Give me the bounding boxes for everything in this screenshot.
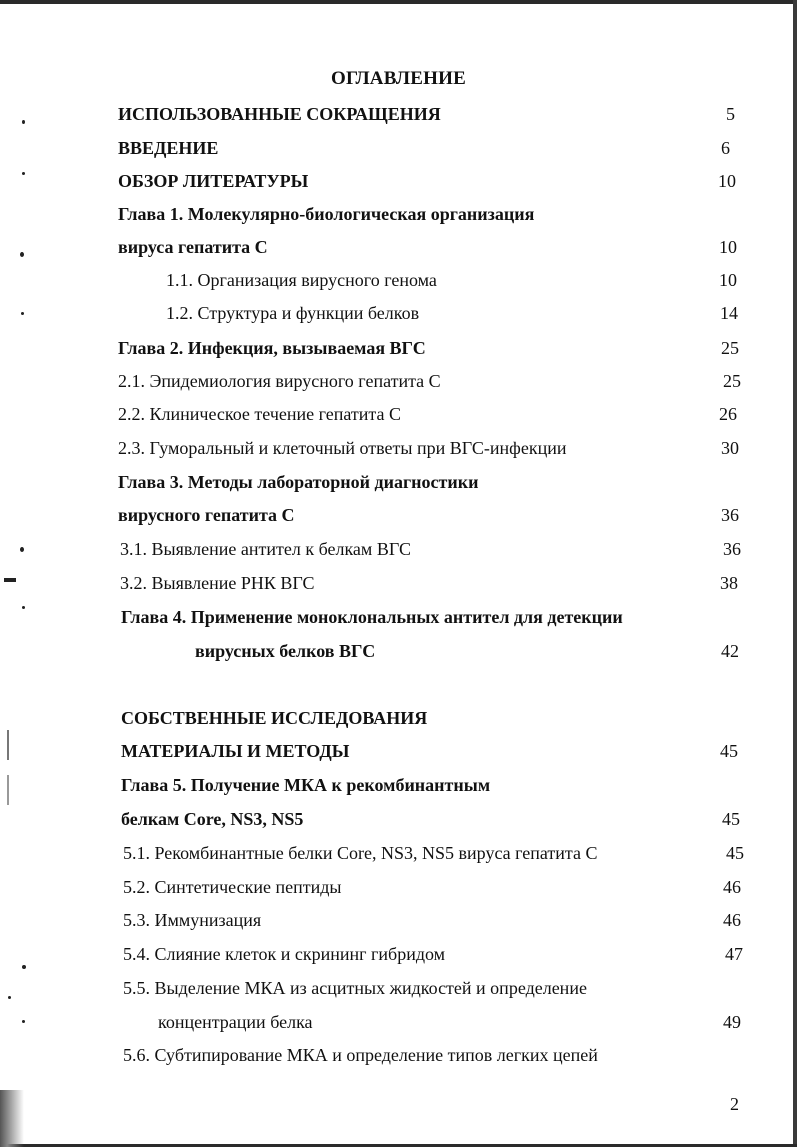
toc-entry-page: 10 — [718, 171, 736, 191]
toc-entry-text: ИСПОЛЬЗОВАННЫЕ СОКРАЩЕНИЯ — [118, 104, 441, 124]
toc-entry-page: 25 — [721, 338, 739, 358]
toc-entry-text: Глава 4. Применение моноклональных антител для детекции — [121, 607, 623, 627]
toc-entry-text: 2.3. Гуморальный и клеточный ответы при ВГС-инфекции — [118, 438, 567, 458]
toc-entry-text: белкам Core, NS3, NS5 — [121, 809, 304, 829]
toc-entry-text: 5.6. Субтипирование МКА и определение типов легких цепей — [123, 1045, 598, 1065]
toc-entry-text: 1.1. Организация вирусного генома — [166, 270, 437, 290]
toc-entry-text: 5.2. Синтетические пептиды — [123, 877, 342, 897]
toc-entry-page: 10 — [719, 237, 737, 257]
toc-entry-text: ОБЗОР ЛИТЕРАТУРЫ — [118, 171, 309, 191]
toc-entry-text: 5.5. Выделение МКА из асцитных жидкостей и определение — [123, 978, 587, 998]
toc-entry-text: вирусных белков ВГС — [195, 641, 376, 661]
scan-speck — [22, 172, 25, 175]
scan-border-right — [793, 0, 797, 1147]
toc-entry-page: 6 — [721, 138, 730, 158]
toc-entry-text: вирусного гепатита С — [118, 505, 295, 525]
toc-entry-text: 3.2. Выявление РНК ВГС — [120, 573, 315, 593]
page-title: ОГЛАВЛЕНИЕ — [331, 68, 466, 89]
toc-entry-text: Глава 5. Получение МКА к рекомбинантным — [121, 775, 491, 795]
toc-entry-text: концентрации белка — [158, 1012, 313, 1032]
toc-entry-text: 5.3. Иммунизация — [123, 910, 262, 930]
toc-entry-page: 45 — [726, 843, 744, 863]
scan-speck — [20, 547, 24, 552]
scan-speck — [7, 775, 9, 805]
scan-speck — [20, 252, 24, 257]
page-number: 2 — [730, 1094, 739, 1114]
toc-entry-page: 25 — [723, 371, 741, 391]
toc-entry-page: 30 — [721, 438, 739, 458]
scan-speck — [22, 1020, 25, 1023]
toc-entry-page: 14 — [720, 303, 738, 323]
toc-entry-page: 38 — [720, 573, 738, 593]
toc-entry-page: 36 — [721, 505, 739, 525]
toc-entry-page: 5 — [726, 104, 735, 124]
toc-entry-text: 3.1. Выявление антител к белкам ВГС — [120, 539, 411, 559]
scan-speck — [22, 120, 25, 124]
scan-shadow — [0, 1090, 24, 1147]
scan-speck — [4, 578, 16, 582]
toc-entry-page: 45 — [722, 809, 740, 829]
toc-entry-text: 2.1. Эпидемиология вирусного гепатита С — [118, 371, 441, 391]
toc-entry-page: 46 — [723, 877, 741, 897]
toc-entry-text: 2.2. Клиническое течение гепатита С — [118, 404, 401, 424]
toc-entry-page: 46 — [723, 910, 741, 930]
toc-entry-text: ВВЕДЕНИЕ — [118, 138, 219, 158]
toc-entry-text: Глава 3. Методы лабораторной диагностики — [118, 472, 479, 492]
toc-entry-text: 1.2. Структура и функции белков — [166, 303, 420, 323]
toc-entry-text: вируса гепатита С — [118, 237, 268, 257]
scan-speck — [22, 606, 25, 609]
toc-entry-page: 45 — [720, 741, 738, 761]
toc-entry-page: 10 — [719, 270, 737, 290]
toc-entry-text: Глава 1. Молекулярно-биологическая организация — [118, 204, 535, 224]
toc-entry-text: МАТЕРИАЛЫ И МЕТОДЫ — [121, 741, 350, 761]
toc-entry-page: 47 — [725, 944, 743, 964]
scan-border-top — [0, 0, 797, 4]
toc-entry-text: 5.4. Слияние клеток и скрининг гибридом — [123, 944, 446, 964]
scan-speck — [7, 730, 9, 760]
toc-entry-page: 36 — [723, 539, 741, 559]
scan-speck — [22, 965, 26, 969]
scan-speck — [8, 996, 11, 999]
scan-speck — [21, 312, 24, 315]
toc-entry-text: 5.1. Рекомбинантные белки Core, NS3, NS5 вируса гепатита С — [123, 843, 598, 863]
toc-entry-page: 49 — [723, 1012, 741, 1032]
toc-entry-text: Глава 2. Инфекция, вызываемая ВГС — [118, 338, 426, 358]
toc-entry-page: 42 — [721, 641, 739, 661]
toc-entry-page: 26 — [719, 404, 737, 424]
toc-entry-text: СОБСТВЕННЫЕ ИССЛЕДОВАНИЯ — [121, 708, 428, 728]
